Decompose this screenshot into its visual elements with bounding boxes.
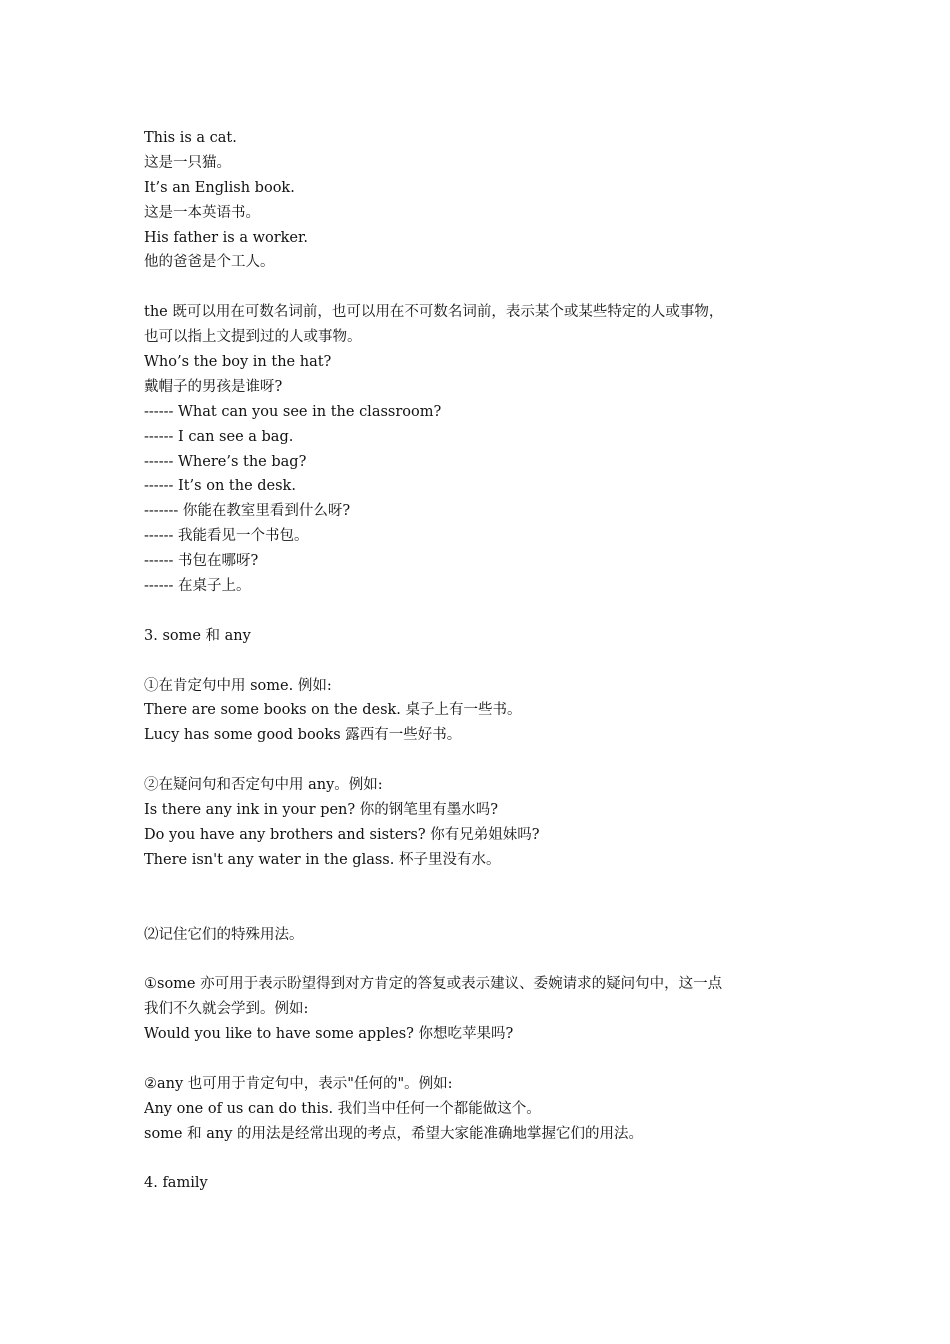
text-line: Would you like to have some apples? 你想吃苹果吗? bbox=[144, 1026, 514, 1043]
text-line: some 和 any 的用法是经常出现的考点，希望大家能准确地掌握它们的用法。 bbox=[144, 1125, 644, 1142]
text-line: ②在疑问句和否定句中用 any。例如: bbox=[144, 777, 383, 794]
document-body bbox=[144, 126, 824, 1196]
blank-line bbox=[144, 947, 824, 972]
blank-line bbox=[144, 649, 824, 674]
blank-line bbox=[144, 1147, 824, 1172]
text-line: This is a cat. bbox=[144, 130, 237, 146]
text-line: Any one of us can do this. 我们当中任何一个都能做这个。 bbox=[144, 1100, 541, 1117]
dialogue-line: ------ 在桌子上。 bbox=[144, 578, 251, 595]
text-line: ②any 也可用于肯定句中，表示"任何的"。例如: bbox=[144, 1075, 453, 1092]
text-line: 这是一本英语书。 bbox=[144, 204, 260, 221]
dialogue-line: ------- 你能在教室里看到什么呀? bbox=[144, 503, 351, 520]
dialogue-line: ------ What can you see in the classroom? bbox=[144, 403, 442, 420]
dialogue-line: ------ 我能看见一个书包。 bbox=[144, 528, 309, 545]
blank-line bbox=[144, 275, 824, 300]
text-line: There isn't any water in the glass. 杯子里没有水。 bbox=[144, 851, 501, 868]
blank-line bbox=[144, 748, 824, 773]
text-line: Do you have any brothers and sisters? 你有兄弟姐妹吗? bbox=[144, 826, 540, 843]
text-line: There are some books on the desk. 桌子上有一些书。 bbox=[144, 702, 522, 719]
text-line: 戴帽子的男孩是谁呀? bbox=[144, 378, 283, 395]
text-line: 也可以指上文提到过的人或事物。 bbox=[144, 329, 362, 346]
text-line: ①在肯定句中用 some. 例如: bbox=[144, 677, 332, 694]
text-line: the 既可以用在可数名词前，也可以用在不可数名词前，表示某个或某些特定的人或事物， bbox=[144, 304, 724, 321]
text-line: Who’s the boy in the hat? bbox=[144, 354, 332, 371]
blank-line bbox=[144, 873, 824, 898]
text-line: Lucy has some good books 露西有一些好书。 bbox=[144, 727, 462, 744]
text-line: 这是一只猫。 bbox=[144, 154, 231, 171]
section-heading: 4. family bbox=[144, 1175, 208, 1192]
section-heading: 3. some 和 any bbox=[144, 627, 251, 644]
text-line: Is there any ink in your pen? 你的钢笔里有墨水吗? bbox=[144, 802, 499, 819]
dialogue-line: ------ 书包在哪呀? bbox=[144, 553, 259, 570]
text-line: It’s an English book. bbox=[144, 179, 295, 196]
dialogue-line: ------ Where’s the bag? bbox=[144, 453, 307, 470]
dialogue-line: ------ I can see a bag. bbox=[144, 428, 294, 445]
blank-line bbox=[144, 898, 824, 923]
text-line: His father is a worker. bbox=[144, 229, 308, 246]
blank-line bbox=[144, 599, 824, 624]
text-line: 他的爸爸是个工人。 bbox=[144, 254, 275, 271]
blank-line bbox=[144, 1047, 824, 1072]
text-line: ①some 亦可用于表示盼望得到对方肯定的答复或表示建议、委婉请求的疑问句中，这一点 bbox=[144, 976, 723, 993]
text-line: ⑵记住它们的特殊用法。 bbox=[144, 926, 304, 943]
dialogue-line: ------ It’s on the desk. bbox=[144, 478, 296, 495]
text-line: 我们不久就会学到。例如: bbox=[144, 1001, 309, 1018]
